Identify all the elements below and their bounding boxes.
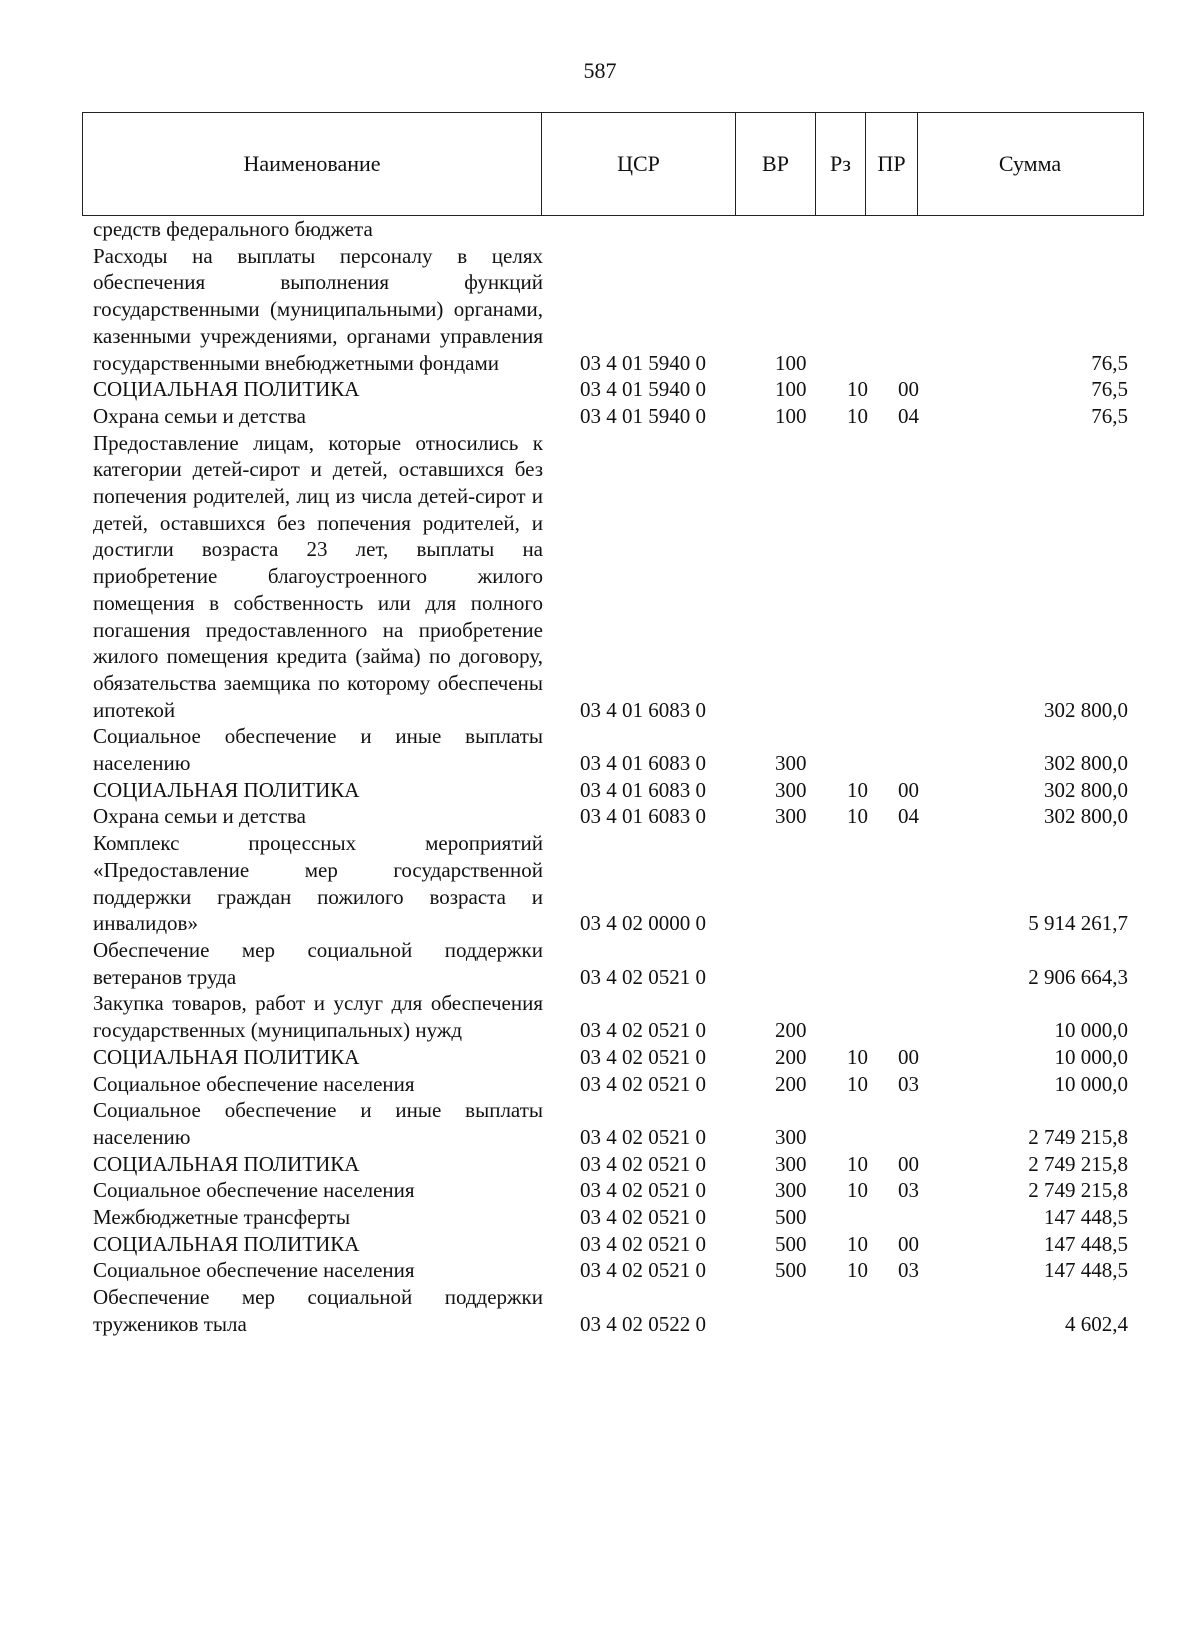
table-row	[0, 723, 1200, 776]
row-vr: 300	[775, 804, 807, 829]
row-sum: 76,5	[1091, 403, 1128, 428]
row-sum: 10 000,0	[1054, 1071, 1128, 1096]
row-vr: 100	[775, 377, 807, 402]
row-name: Охрана семьи и детства	[93, 804, 306, 829]
row-name: Расходы на выплаты персоналу в целях обеспечения выполнения функций государственными (муниципальными) органами, казенными учреждениями, органами управления государственными внебюджетными фондами	[93, 243, 543, 375]
row-vr: 500	[775, 1205, 807, 1230]
row-csr: 03 4 02 0000 0	[580, 911, 706, 936]
row-sum: 147 448,5	[1044, 1231, 1128, 1256]
row-csr: 03 4 01 6083 0	[580, 804, 706, 829]
row-sum: 302 800,0	[1044, 777, 1128, 802]
row-csr: 03 4 02 0521 0	[580, 1071, 706, 1096]
row-name: Закупка товаров, работ и услуг для обеспечения государственных (муниципальных) нужд	[93, 991, 543, 1043]
row-rz: 10	[847, 1151, 868, 1176]
table-row	[0, 777, 1200, 804]
row-sum: 76,5	[1091, 377, 1128, 402]
row-csr: 03 4 02 0521 0	[580, 1044, 706, 1069]
row-vr: 300	[775, 777, 807, 802]
row-sum: 4 602,4	[1065, 1311, 1128, 1336]
row-vr: 300	[775, 1178, 807, 1203]
row-rz: 10	[847, 377, 868, 402]
row-sum: 5 914 261,7	[1028, 911, 1128, 936]
table-row	[0, 243, 1200, 377]
row-vr: 200	[775, 1071, 807, 1096]
row-rz: 10	[847, 1178, 868, 1203]
row-rz: 10	[847, 1258, 868, 1283]
table-row	[0, 1231, 1200, 1258]
row-vr: 200	[775, 1044, 807, 1069]
row-csr: 03 4 01 6083 0	[580, 777, 706, 802]
row-name: СОЦИАЛЬНАЯ ПОЛИТИКА	[93, 377, 360, 402]
table-row	[0, 1204, 1200, 1231]
table-row	[0, 1284, 1200, 1337]
row-csr: 03 4 02 0521 0	[580, 1205, 706, 1230]
row-rz: 10	[847, 804, 868, 829]
row-pr: 00	[898, 777, 919, 802]
row-name: Социальное обеспечение населения	[93, 1258, 415, 1283]
row-vr: 500	[775, 1258, 807, 1283]
header-vr: ВР	[735, 113, 815, 215]
table-row	[0, 1151, 1200, 1178]
table-row	[0, 216, 1200, 243]
row-sum: 2 749 215,8	[1028, 1151, 1128, 1176]
row-sum: 2 749 215,8	[1028, 1178, 1128, 1203]
row-name: Социальное обеспечение населения	[93, 1071, 415, 1096]
row-csr: 03 4 02 0521 0	[580, 1151, 706, 1176]
row-vr: 300	[775, 751, 807, 776]
table-row	[0, 376, 1200, 403]
table-row	[0, 1097, 1200, 1150]
table-row	[0, 1044, 1200, 1071]
row-pr: 00	[898, 377, 919, 402]
row-csr: 03 4 01 6083 0	[580, 751, 706, 776]
table-row	[0, 990, 1200, 1043]
row-csr: 03 4 01 5940 0	[580, 377, 706, 402]
row-pr: 03	[898, 1178, 919, 1203]
row-csr: 03 4 02 0521 0	[580, 1258, 706, 1283]
row-pr: 03	[898, 1071, 919, 1096]
table-row	[0, 830, 1200, 937]
table-row	[0, 403, 1200, 430]
row-name: Социальное обеспечение и иные выплаты населению	[93, 724, 543, 776]
row-vr: 100	[775, 350, 807, 375]
row-sum: 302 800,0	[1044, 751, 1128, 776]
row-pr: 04	[898, 403, 919, 428]
row-sum: 10 000,0	[1054, 1044, 1128, 1069]
table-row	[0, 430, 1200, 724]
row-csr: 03 4 02 0521 0	[580, 1018, 706, 1043]
header-pr: ПР	[865, 113, 917, 215]
row-csr: 03 4 02 0522 0	[580, 1311, 706, 1336]
row-name: СОЦИАЛЬНАЯ ПОЛИТИКА	[93, 777, 360, 802]
row-pr: 03	[898, 1258, 919, 1283]
row-rz: 10	[847, 1231, 868, 1256]
table-row	[0, 1177, 1200, 1204]
row-name: средств федерального бюджета	[93, 217, 373, 241]
row-name: Социальное обеспечение и иные выплаты населению	[93, 1098, 543, 1149]
row-csr: 03 4 01 6083 0	[580, 697, 706, 722]
row-csr: 03 4 02 0521 0	[580, 1178, 706, 1203]
row-rz: 10	[847, 777, 868, 802]
row-vr: 300	[775, 1151, 807, 1176]
row-sum: 2 749 215,8	[1028, 1124, 1128, 1149]
row-sum: 2 906 664,3	[1028, 964, 1128, 989]
row-rz: 10	[847, 1071, 868, 1096]
row-name: Предоставление лицам, которые относились к категории детей-сирот и детей, оставшихся без попечения родителей, лиц из числа детей-сирот и детей, оставшихся без попечения родителей, и достигли возраста 23 лет, выплаты на приобретение благоустроенного жилого помещения в собственность или для полного погашения предоставленного на приобретение жилого помещения кредита (займа) по договору, обязательства заемщика по которому обеспечены ипотекой	[93, 430, 543, 722]
row-csr: 03 4 02 0521 0	[580, 1231, 706, 1256]
row-vr: 300	[775, 1124, 807, 1149]
row-name: СОЦИАЛЬНАЯ ПОЛИТИКА	[93, 1231, 360, 1256]
row-sum: 147 448,5	[1044, 1205, 1128, 1230]
header-name: Наименование	[243, 151, 381, 176]
header-rz: Рз	[815, 113, 865, 215]
row-pr: 00	[898, 1151, 919, 1176]
table-header	[82, 112, 1144, 216]
row-csr: 03 4 02 0521 0	[580, 964, 706, 989]
row-rz: 10	[847, 1044, 868, 1069]
row-name: СОЦИАЛЬНАЯ ПОЛИТИКА	[93, 1044, 360, 1069]
row-pr: 04	[898, 804, 919, 829]
row-sum: 302 800,0	[1044, 804, 1128, 829]
row-vr: 200	[775, 1018, 807, 1043]
row-rz: 10	[847, 403, 868, 428]
row-csr: 03 4 01 5940 0	[580, 350, 706, 375]
row-csr: 03 4 01 5940 0	[580, 403, 706, 428]
row-pr: 00	[898, 1231, 919, 1256]
row-name: Охрана семьи и детства	[93, 403, 306, 428]
row-vr: 500	[775, 1231, 807, 1256]
table-row	[0, 1257, 1200, 1284]
row-csr: 03 4 02 0521 0	[580, 1124, 706, 1149]
row-name: Комплекс процессных мероприятий «Предоставление мер государственной поддержки граждан пожилого возраста и инвалидов»	[93, 831, 543, 936]
row-name: Межбюджетные трансферты	[93, 1205, 351, 1230]
row-sum: 302 800,0	[1044, 697, 1128, 722]
row-vr: 100	[775, 403, 807, 428]
table-row	[0, 803, 1200, 830]
row-sum: 10 000,0	[1054, 1018, 1128, 1043]
row-pr: 00	[898, 1044, 919, 1069]
row-name: Социальное обеспечение населения	[93, 1178, 415, 1203]
table-body	[0, 216, 1200, 1338]
header-csr: ЦСР	[541, 113, 735, 215]
table-row	[0, 1071, 1200, 1098]
page-number: 587	[583, 58, 617, 83]
row-sum: 147 448,5	[1044, 1258, 1128, 1283]
row-name: Обеспечение мер социальной поддержки тружеников тыла	[93, 1285, 543, 1336]
row-name: СОЦИАЛЬНАЯ ПОЛИТИКА	[93, 1151, 360, 1176]
header-sum: Сумма	[917, 113, 1142, 215]
row-name: Обеспечение мер социальной поддержки ветеранов труда	[93, 937, 543, 989]
row-sum: 76,5	[1091, 350, 1128, 375]
table-row	[0, 937, 1200, 990]
